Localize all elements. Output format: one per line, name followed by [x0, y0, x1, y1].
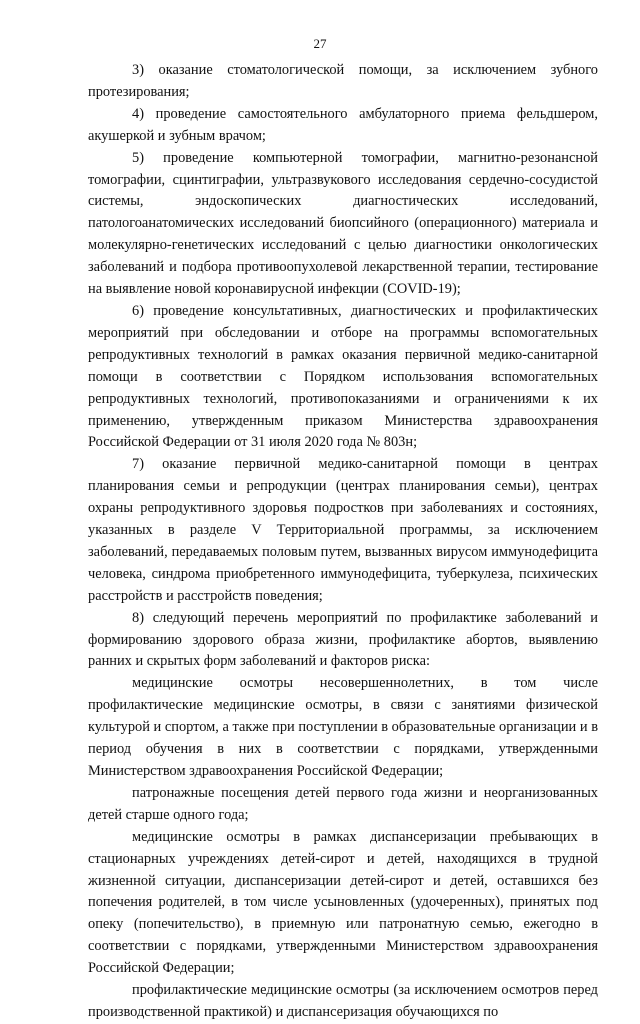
page-number: 27: [313, 36, 327, 51]
paragraph-item-8: 8) следующий перечень мероприятий по профилактике заболеваний и формированию здорового образа жизни, профилактике абортов, выявлению ранних и скрытых форм заболеваний и факторов риска:: [88, 609, 598, 670]
paragraph-minor-exams: медицинские осмотры несовершеннолетних, в том числе профилактические медицинские осмотры, в связи с занятиями физической культурой и спортом, а также при поступлении в образовательные организации и в период обучения в них в соответствии с порядками, утвержденными Министерством здравоохранения Российской Федерации;: [88, 675, 598, 779]
paragraph-item-7: 7) оказание первичной медико-санитарной помощи в центрах планирования семьи и репродукции (центрах планирования семьи), центрах охраны репродуктивного здоровья подростков при заболеваниях и состояниях, указанных в разделе V Территориальной программы, за исключением заболеваний, передаваемых половым путем, вызванных вирусом иммунодефицита человека, синдрома приобретенного иммунодефицита, туберкулеза, психических расстройств и расстройств поведения;: [88, 456, 598, 604]
paragraph-orphan-dispensary: медицинские осмотры в рамках диспансеризации пребывающих в стационарных учреждениях детей-сирот и детей, находящихся в трудной жизненной ситуации, диспансеризации детей-сирот и детей, оставшихся без попечения родителей, в том числе усыновленных (удочеренных), принятых под опеку (попечительство), в приемную или патронатную семью, ежегодно в соответствии с порядками, утвержденными Министерством здравоохранения Российской Федерации;: [88, 828, 598, 977]
paragraph-item-5: 5) проведение компьютерной томографии, магнитно-резонансной томографии, сцинтиграфии, ультразвукового исследования сердечно-сосудистой системы, эндоскопических диагностических исследований, патологоанатомических исследований биопсийного (операционного) материала и молекулярно-генетических исследований с целью диагностики онкологических заболеваний и подбора противоопухолевой лекарственной терапии, тестирование на выявление новой коронавирусной инфекции (COVID-19);: [88, 149, 598, 298]
paragraph-item-6: 6) проведение консультативных, диагностических и профилактических мероприятий при обследовании и отборе на программы вспомогательных репродуктивных технологий в рамках оказания первичной медико-санитарной помощи в соответствии с Порядком использования вспомогательных репродуктивных технологий, противопоказаниями и ограничениями к их применению, утвержденным приказом Министерства здравоохранения Российской Федерации от 31 июля 2020 года № 803н;: [88, 302, 598, 451]
paragraph-patronage-visits: патронажные посещения детей первого года жизни и неорганизованных детей старше одного года;: [88, 784, 598, 823]
paragraph-item-4: 4) проведение самостоятельного амбулаторного приема фельдшером, акушеркой и зубным врачом;: [88, 105, 598, 144]
paragraph-student-exams: профилактические медицинские осмотры (за исключением осмотров перед производственной практикой) и диспансеризация обучающихся по: [88, 982, 598, 1020]
paragraph-item-3: 3) оказание стоматологической помощи, за исключением зубного протезирования;: [88, 62, 598, 100]
document-body: [88, 60, 598, 1024]
